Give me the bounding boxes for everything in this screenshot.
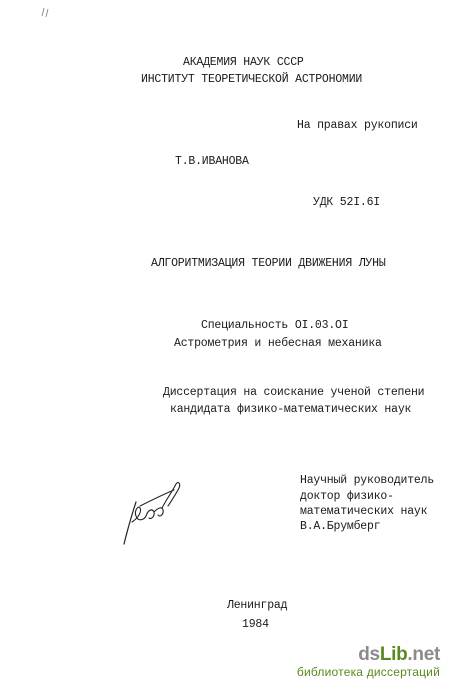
corner-pen-marks — [40, 6, 54, 20]
dissertation-title: АЛГОРИТМИЗАЦИЯ ТЕОРИИ ДВИЖЕНИЯ ЛУНЫ — [151, 257, 386, 270]
publication-year: 1984 — [242, 618, 269, 631]
dslib-subtitle: библиотека диссертаций — [296, 665, 440, 679]
institute-heading: ИНСТИТУТ ТЕОРЕТИЧЕСКОЙ АСТРОНОМИИ — [141, 73, 363, 86]
dslib-logo: dsLib.net — [358, 644, 440, 665]
supervisor-degree-line2: математических наук — [300, 505, 428, 518]
dissertation-degree-line1: Диссертация на соискание ученой степени — [163, 386, 425, 399]
supervisor-degree-line1: доктор физико- — [300, 490, 394, 503]
handwritten-signature — [118, 478, 188, 548]
supervisor-name: В.А.Брумберг — [300, 520, 381, 533]
supervisor-role: Научный руководитель — [300, 474, 435, 487]
specialty-name: Астрометрия и небесная механика — [174, 337, 382, 350]
rights-note: На правах рукописи — [297, 119, 418, 132]
author-name: Т.В.ИВАНОВА — [175, 155, 249, 168]
dissertation-degree-line2: кандидата физико-математических наук — [170, 403, 412, 416]
place-of-publication: Ленинград — [227, 599, 288, 612]
specialty-code: Специальность OI.03.OI — [201, 319, 349, 332]
udk-code: УДК 52I.6I — [313, 196, 381, 209]
dslib-watermark — [297, 645, 440, 679]
academy-heading: АКАДЕМИЯ НАУК СССР — [183, 56, 304, 69]
